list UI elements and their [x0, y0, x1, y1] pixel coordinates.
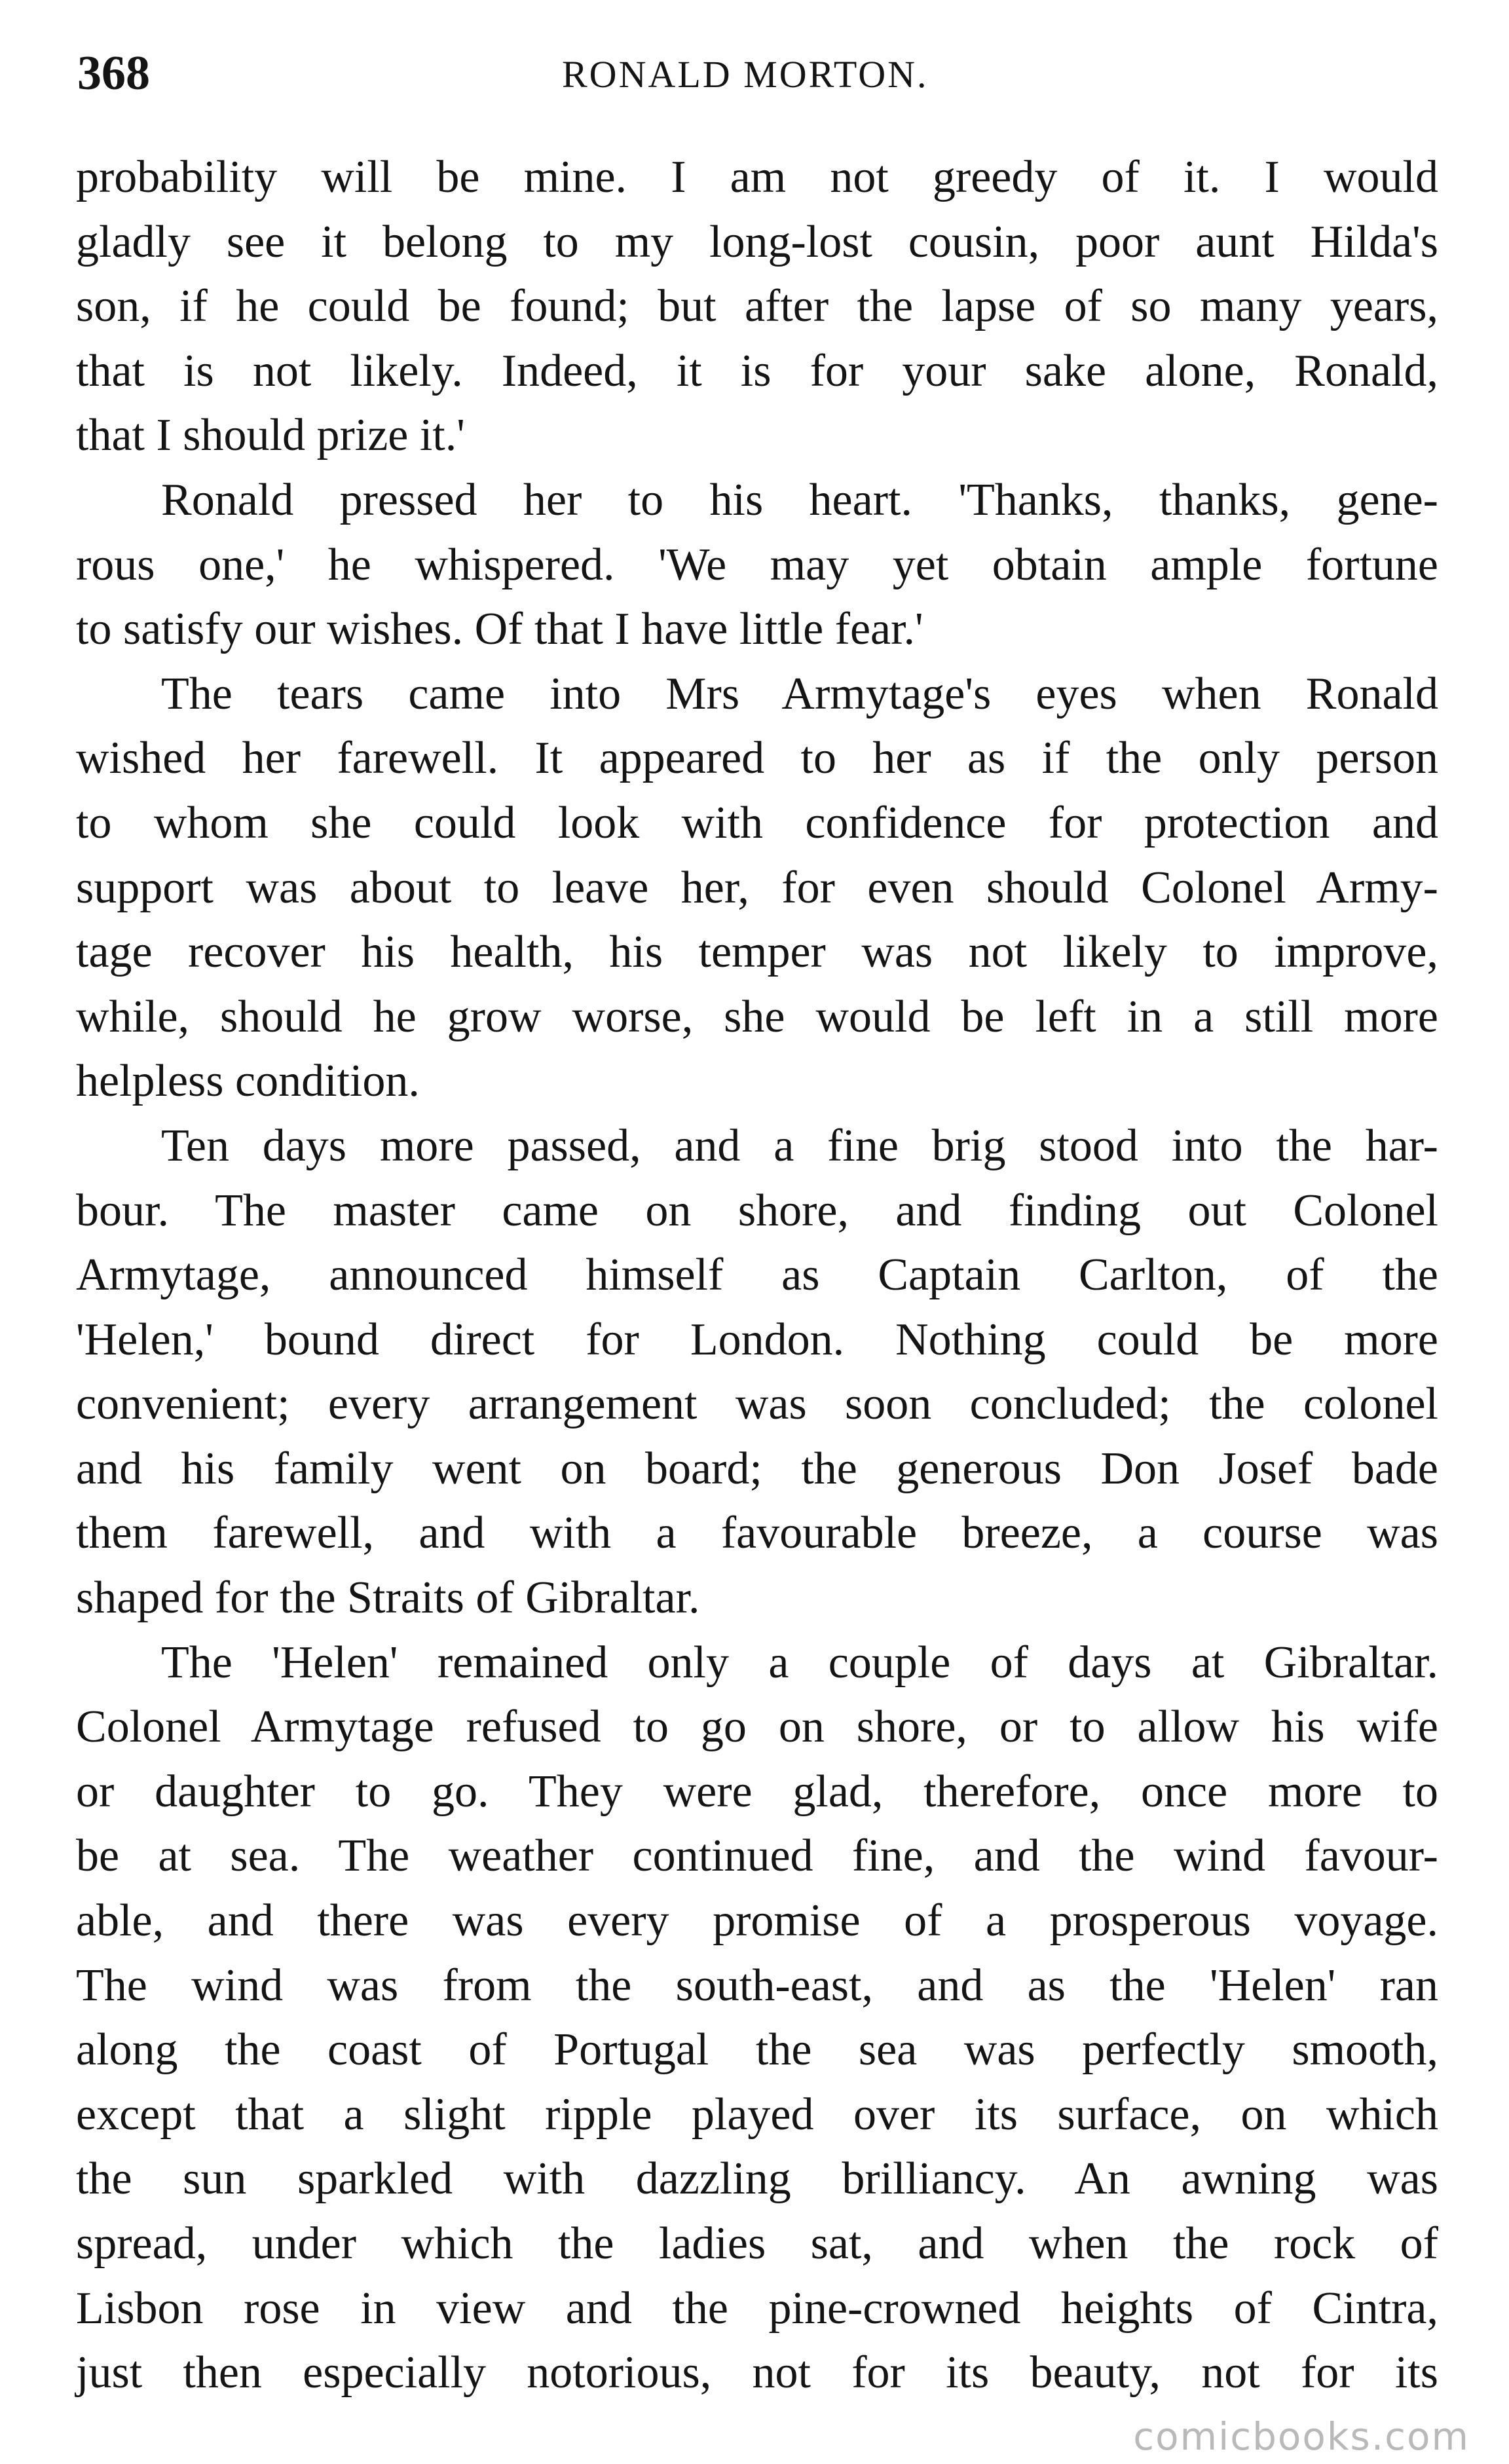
text-line: helpless condition.: [76, 1056, 420, 1107]
text-line: The wind was from the south-east, and as the 'Helen' ran: [76, 1960, 1438, 2011]
text-line: and his family went on board; the generous Don Josef bade: [76, 1443, 1438, 1494]
text-line: support was about to leave her, for even should Colonel Army-: [76, 862, 1438, 913]
text-line: Colonel Armytage refused to go on shore, or to allow his wife: [76, 1702, 1438, 1753]
text-line: or daughter to go. They were glad, therefore, once more to: [76, 1766, 1438, 1817]
running-title: RONALD MORTON.: [562, 53, 929, 96]
text-line: to whom she could look with confidence for protection and: [76, 797, 1438, 848]
text-line: gladly see it belong to my long-lost cousin, poor aunt Hilda's: [76, 216, 1438, 267]
text-line: able, and there was every promise of a prosperous voyage.: [76, 1895, 1438, 1947]
text-line: be at sea. The weather continued fine, and the wind favour-: [76, 1831, 1438, 1882]
text-line: shaped for the Straits of Gibraltar.: [76, 1573, 700, 1624]
text-line: Armytage, announced himself as Captain Carlton, of the: [76, 1250, 1438, 1301]
text-line: along the coast of Portugal the sea was perfectly smooth,: [76, 2025, 1438, 2076]
body-text: [76, 145, 1438, 2406]
text-line: while, should he grow worse, she would be left in a still more: [76, 991, 1438, 1042]
text-line: bour. The master came on shore, and finding out Colonel: [76, 1185, 1438, 1236]
text-line: the sun sparkled with dazzling brilliancy. An awning was: [76, 2154, 1438, 2205]
text-line: except that a slight ripple played over its surface, on which: [76, 2089, 1438, 2140]
text-line: Lisbon rose in view and the pine-crowned heights of Cintra,: [76, 2283, 1438, 2334]
text-line: convenient; every arrangement was soon concluded; the colonel: [76, 1379, 1438, 1430]
text-line: tage recover his health, his temper was not likely to improve,: [76, 927, 1438, 978]
text-line: probability will be mine. I am not greedy of it. I would: [76, 152, 1438, 202]
text-line: just then especially notorious, not for its beauty, not for its: [76, 2347, 1438, 2399]
text-line: The tears came into Mrs Armytage's eyes when Ronald: [161, 668, 1438, 719]
text-line: spread, under which the ladies sat, and when the rock of: [76, 2218, 1438, 2269]
text-line: son, if he could be found; but after the lapse of so many years,: [76, 281, 1438, 332]
text-line: that is not likely. Indeed, it is for your sake alone, Ronald,: [76, 345, 1438, 396]
text-line: wished her farewell. It appeared to her as if the only person: [76, 733, 1438, 784]
text-line: Ronald pressed her to his heart. 'Thanks, thanks, gene-: [161, 474, 1438, 525]
text-line: 'Helen,' bound direct for London. Nothing could be more: [76, 1314, 1438, 1365]
watermark: comicbooks.com: [1133, 2414, 1470, 2459]
text-line: Ten days more passed, and a fine brig stood into the har-: [161, 1120, 1438, 1171]
text-line: rous one,' he whispered. 'We may yet obtain ample fortune: [76, 539, 1438, 590]
text-line: them farewell, and with a favourable breeze, a course was: [76, 1508, 1438, 1559]
running-head: [77, 46, 1440, 118]
text-line: that I should prize it.': [76, 410, 465, 461]
page-number: 368: [77, 47, 150, 100]
text-line: to satisfy our wishes. Of that I have little fear.': [76, 604, 923, 655]
text-line: The 'Helen' remained only a couple of days at Gibraltar.: [161, 1637, 1438, 1688]
